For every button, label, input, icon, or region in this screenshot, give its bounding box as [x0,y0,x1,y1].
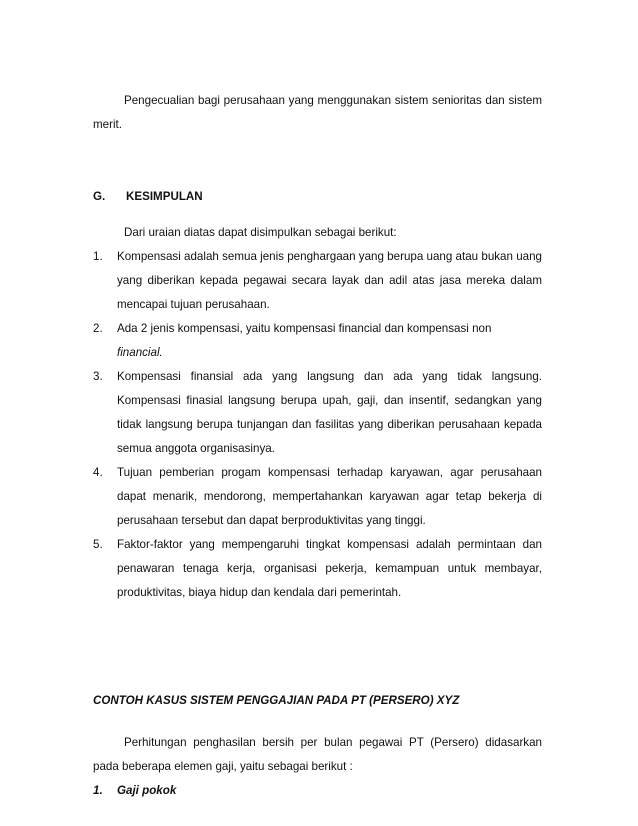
list-item [93,533,542,605]
list-item [93,245,542,317]
list-item-number: 4. [93,466,103,479]
sub-heading [93,779,542,803]
list-item [93,365,542,461]
list-item-number: 1. [93,250,103,263]
list-item [93,317,542,365]
intro-paragraph: Pengecualian bagi perusahaan yang menggunakan sistem senioritas dan sistem merit. [93,94,542,131]
conclusion-list [93,245,542,605]
list-item-number: 2. [93,322,103,335]
section-heading [93,185,542,209]
list-item-text: Faktor-faktor yang mempengaruhi tingkat kompensasi adalah permintaan dan penawaran tenaga kerja, organisasi pekerja, kemampuan untuk membayar, produktivitas, biaya hidup dan kendala dari pemerintah. [117,538,542,599]
list-item-number: 5. [93,538,103,551]
sub-heading-number: 1. [93,784,103,797]
list-item-text: Tujuan pemberian progam kompensasi terhadap karyawan, agar perusahaan dapat menarik, mendorong, mempertahankan karyawan agar tetap bekerja di perusahaan tersebut dan dapat berproduktivitas yang tinggi. [117,466,542,527]
document-page [93,89,542,803]
section-title: KESIMPULAN [126,190,203,203]
conclusion-lead: Dari uraian diatas dapat disimpulkan sebagai berikut: [124,226,397,239]
list-item-text: Kompensasi finansial ada yang langsung dan ada yang tidak langsung. Kompensasi finasial langsung berupa upah, gaji, dan insentif, sedangkan yang tidak langsung berupa tunjangan dan fasilitas yang diberikan perusahaan kepada semua anggota organisasinya. [117,370,542,455]
case-study-title: CONTOH KASUS SISTEM PENGGAJIAN PADA PT (PERSERO) XYZ [93,694,460,707]
list-item-text: Ada 2 jenis kompensasi, yaitu kompensasi financial dan kompensasi non [117,322,492,335]
section-number: G. [93,190,106,203]
list-item-text: Kompensasi adalah semua jenis penghargaan yang berupa uang atau bukan uang yang diberikan kepada pegawai secara layak dan adil atas jasa mereka dalam mencapai tujuan perusahaan. [117,250,542,311]
sub-heading-label: Gaji pokok [117,784,177,797]
list-item-number: 3. [93,370,103,383]
case-study-paragraph: Perhitungan penghasilan bersih per bulan pegawai PT (Persero) didasarkan pada beberapa elemen gaji, yaitu sebagai berikut : [93,736,542,773]
list-item-italic-text: financial. [117,346,163,359]
list-item [93,461,542,533]
